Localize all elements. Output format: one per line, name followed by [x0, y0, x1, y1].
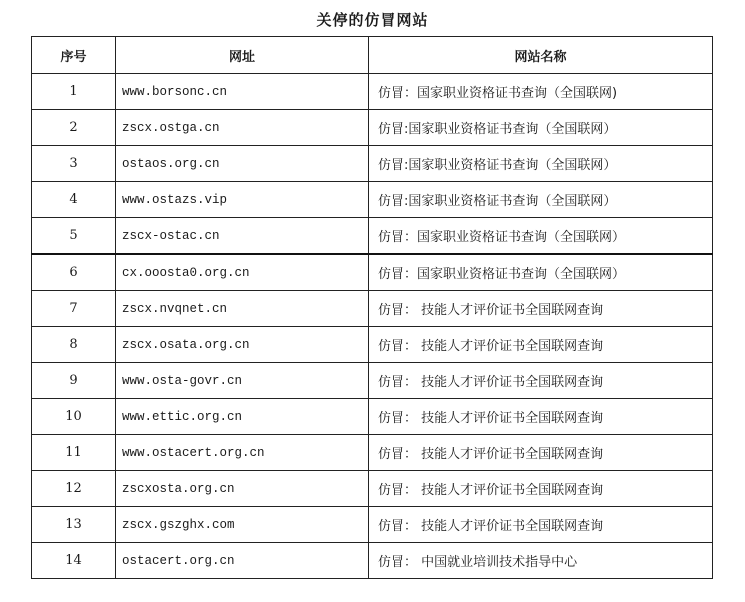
table-row — [32, 543, 713, 579]
row-number: 12 — [32, 471, 116, 507]
row-url: cx.ooosta0.org.cn — [116, 254, 369, 291]
table-row — [32, 327, 713, 363]
row-number: 3 — [32, 146, 116, 182]
row-number: 10 — [32, 399, 116, 435]
row-url: zscxosta.org.cn — [116, 471, 369, 507]
row-site-name: 仿冒:国家职业资格证书查询（全国联网） — [369, 146, 713, 182]
row-site-name: 仿冒： 技能人才评价证书全国联网查询 — [369, 327, 713, 363]
row-site-name: 仿冒:国家职业资格证书查询（全国联网） — [369, 182, 713, 218]
table-row — [32, 291, 713, 327]
row-url: zscx-ostac.cn — [116, 218, 369, 255]
table-row — [32, 110, 713, 146]
row-url: zscx.ostga.cn — [116, 110, 369, 146]
header-site-name: 网站名称 — [369, 37, 713, 74]
table-row — [32, 507, 713, 543]
row-url: www.osta-govr.cn — [116, 363, 369, 399]
row-number: 14 — [32, 543, 116, 579]
row-site-name: 仿冒： 技能人才评价证书全国联网查询 — [369, 507, 713, 543]
counterfeit-sites-table — [31, 36, 713, 579]
row-number: 13 — [32, 507, 116, 543]
row-number: 5 — [32, 218, 116, 255]
table-row — [32, 435, 713, 471]
row-url: zscx.osata.org.cn — [116, 327, 369, 363]
row-number: 4 — [32, 182, 116, 218]
row-number: 11 — [32, 435, 116, 471]
header-url: 网址 — [116, 37, 369, 74]
row-number: 6 — [32, 254, 116, 291]
row-site-name: 仿冒： 技能人才评价证书全国联网查询 — [369, 435, 713, 471]
table-body — [32, 74, 713, 579]
row-url: ostaos.org.cn — [116, 146, 369, 182]
table-row — [32, 363, 713, 399]
table-row — [32, 218, 713, 255]
table-row — [32, 146, 713, 182]
row-number: 1 — [32, 74, 116, 110]
row-site-name: 仿冒:国家职业资格证书查询（全国联网） — [369, 110, 713, 146]
page-title: 关停的仿冒网站 — [316, 11, 429, 29]
row-site-name: 仿冒： 中国就业培训技术指导中心 — [369, 543, 713, 579]
row-url: www.ostazs.vip — [116, 182, 369, 218]
table-row — [32, 74, 713, 110]
row-site-name: 仿冒：国家职业资格证书查询（全国联网） — [369, 254, 713, 291]
row-url: www.ettic.org.cn — [116, 399, 369, 435]
row-number: 7 — [32, 291, 116, 327]
row-url: ostacert.org.cn — [116, 543, 369, 579]
row-site-name: 仿冒： 技能人才评价证书全国联网查询 — [369, 399, 713, 435]
row-site-name: 仿冒： 技能人才评价证书全国联网查询 — [369, 471, 713, 507]
row-url: zscx.nvqnet.cn — [116, 291, 369, 327]
header-number: 序号 — [32, 37, 116, 74]
row-site-name: 仿冒：国家职业资格证书查询（全国联网) — [369, 74, 713, 110]
table-row — [32, 182, 713, 218]
row-url: www.ostacert.org.cn — [116, 435, 369, 471]
table-row — [32, 254, 713, 291]
row-number: 8 — [32, 327, 116, 363]
row-site-name: 仿冒： 技能人才评价证书全国联网查询 — [369, 291, 713, 327]
row-number: 2 — [32, 110, 116, 146]
row-url: zscx.gszghx.com — [116, 507, 369, 543]
row-number: 9 — [32, 363, 116, 399]
table-row — [32, 471, 713, 507]
row-url: www.borsonc.cn — [116, 74, 369, 110]
table-row — [32, 399, 713, 435]
table-header-row — [32, 37, 713, 74]
row-site-name: 仿冒：国家职业资格证书查询（全国联网） — [369, 218, 713, 255]
row-site-name: 仿冒： 技能人才评价证书全国联网查询 — [369, 363, 713, 399]
